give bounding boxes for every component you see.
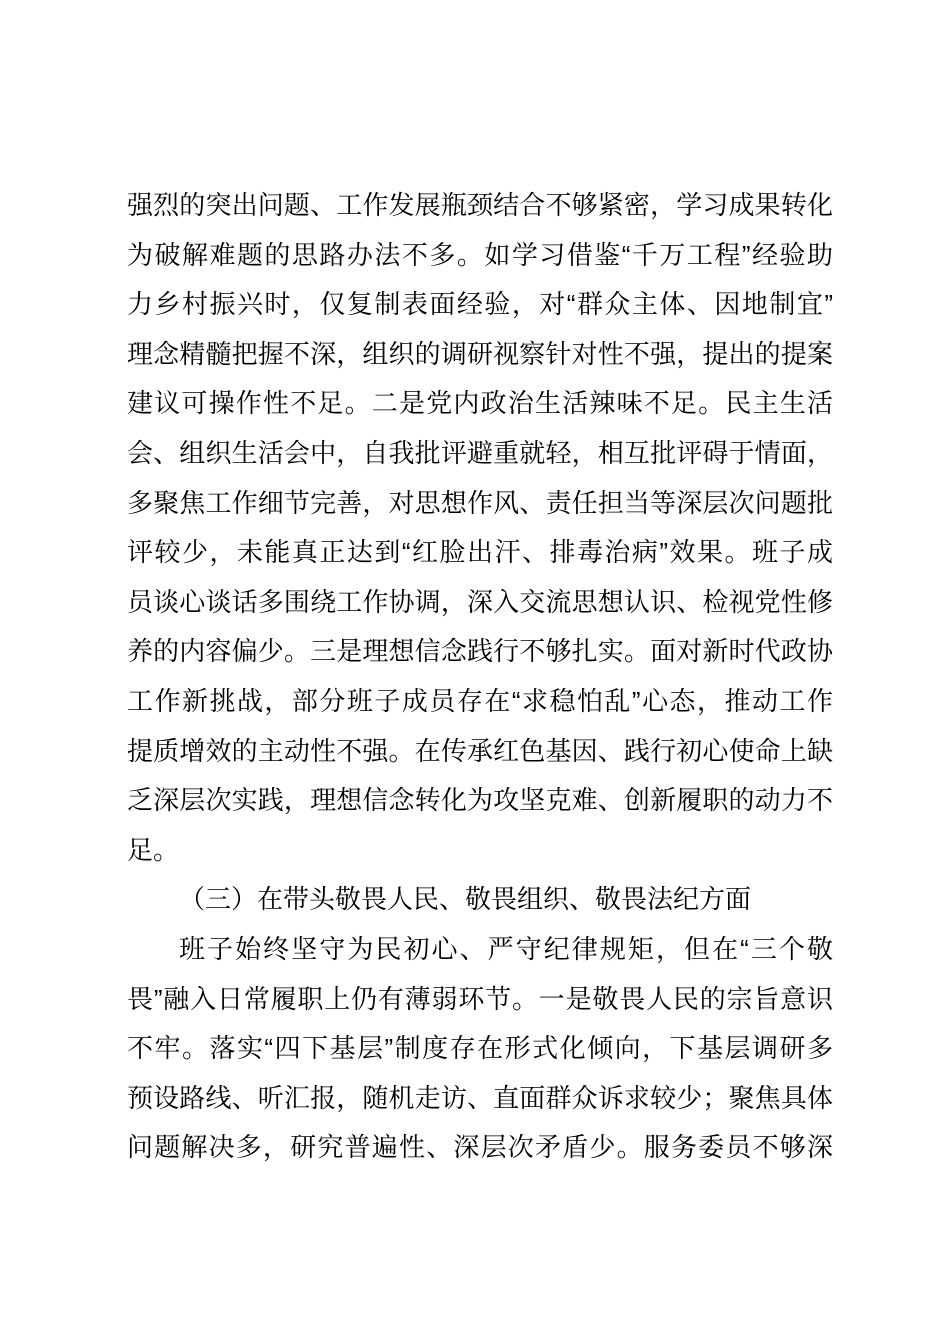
text-line: 问题解决多，研究普遍性、深层次矛盾少。服务委员不够深 (127, 1132, 833, 1163)
text-line: 强烈的突出问题、工作发展瓶颈结合不够紧密，学习成果转化 (127, 190, 833, 220)
text-line: 建议可操作性不足。二是党内政治生活辣味不足。民主生活 (127, 388, 833, 419)
text-line: 力乡村振兴时，仅复制表面经验，对“群众主体、因地制宜” (127, 289, 833, 320)
text-line: 为破解难题的思路办法不多。如学习借鉴“千万工程”经验助 (127, 239, 833, 270)
text-line: 员谈心谈话多围绕工作协调，深入交流思想认识、检视党性修 (127, 586, 833, 617)
text-line: 班子始终坚守为民初心、严守纪律规矩，但在“三个敬 (179, 933, 833, 964)
text-line: 畏”融入日常履职上仍有薄弱环节。一是敬畏人民的宗旨意识 (127, 983, 833, 1014)
text-line: 养的内容偏少。三是理想信念践行不够扎实。面对新时代政协 (127, 636, 833, 667)
document-text-block (127, 181, 833, 1173)
text-line: 乏深层次实践，理想信念转化为攻坚克难、创新履职的动力不 (127, 785, 833, 816)
text-line: 理念精髓把握不深，组织的调研视察针对性不强，提出的提案 (127, 338, 833, 369)
text-line: 多聚焦工作细节完善，对思想作风、责任担当等深层次问题批 (127, 487, 833, 518)
text-line: 足。 (127, 834, 180, 865)
text-line: 不牢。落实“四下基层”制度存在形式化倾向，下基层调研多 (127, 1033, 833, 1064)
text-line: 会、组织生活会中，自我批评避重就轻，相互批评碍于情面， (127, 437, 833, 468)
text-line: 提质增效的主动性不强。在传承红色基因、践行初心使命上缺 (127, 735, 833, 766)
text-line: 工作新挑战，部分班子成员存在“求稳怕乱”心态，推动工作 (127, 685, 833, 716)
text-line: 预设路线、听汇报，随机走访、直面群众诉求较少；聚焦具体 (127, 1082, 833, 1113)
text-line: 评较少，未能真正达到“红脸出汗、排毒治病”效果。班子成 (127, 537, 833, 568)
section-heading: （三）在带头敬畏人民、敬畏组织、敬畏法纪方面 (179, 884, 752, 915)
